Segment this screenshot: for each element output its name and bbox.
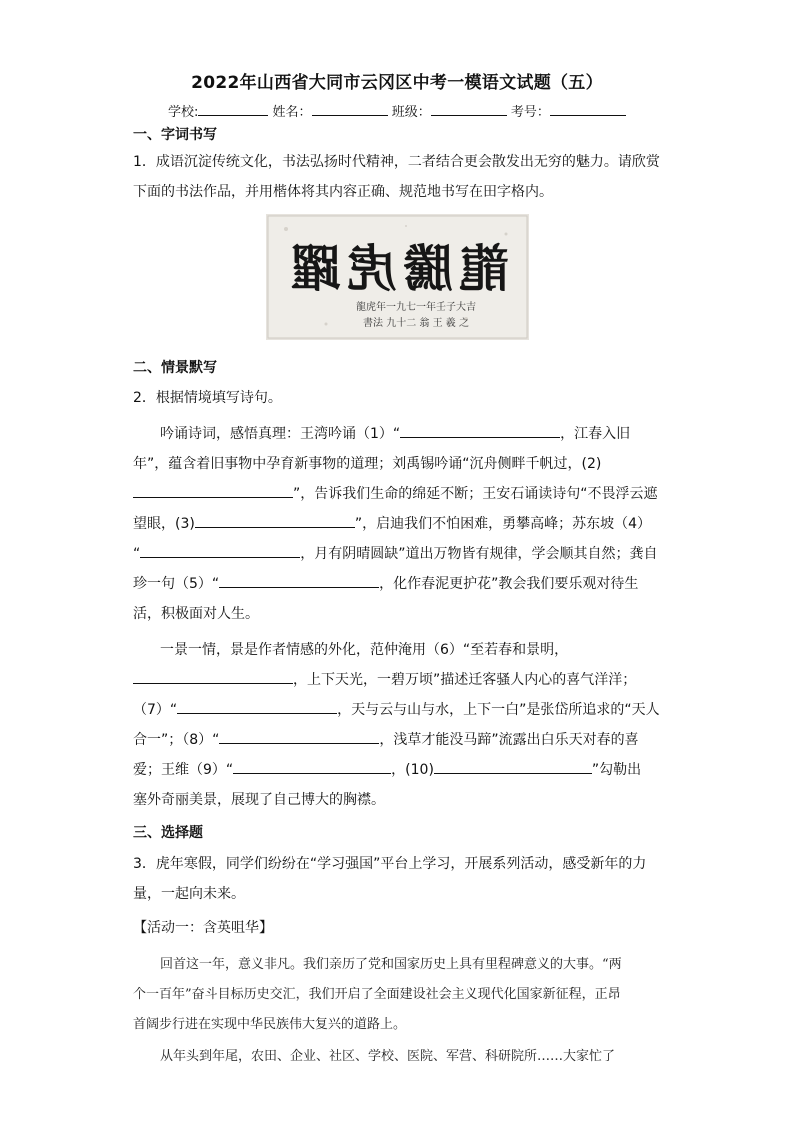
calligraphy-main-text: 龍騰虎躍 (285, 239, 509, 298)
blank-5[interactable] (219, 575, 379, 588)
para1-line1 (160, 423, 630, 443)
para1-line4-a: 望眼，(3) (133, 516, 195, 532)
q1-text-line1: 1．成语沉淀传统文化，书法弘扬时代精神，二者结合更会散发出无穷的魅力。请欣赏 (133, 154, 660, 170)
para2-line5-c: ”勾勒出 (591, 762, 642, 778)
handwritten-line2: 个一百年”奋斗目标历史交汇，我们开启了全面建设社会主义现代化国家新征程，正昂 (133, 987, 621, 1002)
handwritten-line4: 从年头到年尾，农田、企业、社区、学校、医院、军营、科研院所……大家忙了 (160, 1049, 616, 1064)
para2-line2 (133, 669, 636, 689)
exam-no-blank[interactable] (550, 103, 626, 116)
exam-no-label: 考号： (510, 105, 550, 120)
para1-line2: 年”，蕴含着旧事物中孕育新事物的道理；刘禹锡吟诵“沉舟侧畔千帆过，(2) (133, 456, 602, 472)
section-heading-recite: 二、情景默写 (133, 360, 217, 376)
para2-line5-b: ，(10) (391, 762, 434, 778)
blank-6[interactable] (133, 671, 293, 684)
calligraphy-image (266, 214, 529, 340)
blank-4[interactable] (140, 545, 300, 558)
para2-line5 (133, 759, 641, 779)
page-title: 2022年山西省大同市云冈区中考一模语文试题（五） (191, 73, 603, 93)
para1-line7: 活，积极面对人生。 (133, 606, 259, 622)
para1-line3 (133, 483, 658, 503)
q3-text-line2: 量，一起向未来。 (133, 886, 245, 902)
section-heading-choice: 三、选择题 (133, 825, 203, 841)
name-label: 姓名： (272, 105, 312, 120)
para1-line6 (133, 573, 638, 593)
para1-line5 (133, 543, 658, 563)
blank-2[interactable] (133, 485, 293, 498)
para1-line3-text: ”，告诉我们生命的绵延不断；王安石诵读诗句“不畏浮云遮 (293, 486, 658, 502)
blank-7[interactable] (177, 701, 337, 714)
blank-10[interactable] (434, 761, 592, 774)
para2-line3-a: （7）“ (133, 702, 178, 718)
blank-9[interactable] (233, 761, 391, 774)
calligraphy-inscription-2: 書法 九十二 翁 王 羲 之 (363, 318, 469, 329)
para2-line3 (133, 699, 660, 719)
name-blank[interactable] (312, 103, 388, 116)
para1-line1-b: ，江春入旧 (560, 426, 631, 442)
para2-line3-b: ，天与云与山与水，上下一白”是张岱所追求的“天人 (337, 702, 660, 718)
handwritten-line3: 首阔步行进在实现中华民族伟大复兴的道路上。 (133, 1017, 407, 1032)
q2-text: 2．根据情境填写诗句。 (133, 390, 282, 406)
para2-line4 (133, 729, 639, 749)
para2-line5-a: 爱；王维（9）“ (133, 762, 234, 778)
para1-line1-a: 吟诵诗词，感悟真理：王湾吟诵（1）“ (160, 426, 401, 442)
calligraphy-inscription-1: 龍虎年一九七一年壬子大吉 (356, 302, 476, 313)
para2-line1: 一景一情，景是作者情感的外化，范仲淹用（6）“至若春和景明， (160, 642, 569, 658)
para1-line5-b: ，月有阴晴圆缺”道出万物皆有规律，学会顺其自然；龚自 (300, 546, 658, 562)
blank-3[interactable] (195, 515, 355, 528)
handwritten-line1: 回首这一年，意义非凡。我们亲历了党和国家历史上具有里程碑意义的大事。“两 (160, 957, 622, 972)
para2-line6: 塞外奇丽美景，展现了自己博大的胸襟。 (133, 792, 385, 808)
school-blank[interactable] (198, 103, 268, 116)
para2-line4-a: 合一”；（8）“ (133, 732, 220, 748)
activity-heading: 【活动一：含英咀华】 (133, 920, 273, 936)
blank-1[interactable] (400, 425, 560, 438)
section-heading-words: 一、字词书写 (133, 127, 217, 143)
class-blank[interactable] (431, 103, 507, 116)
para1-line5-a: “ (133, 546, 141, 562)
para1-line4-b: ”，启迪我们不怕困难，勇攀高峰；苏东坡（4） (354, 516, 652, 532)
para1-line6-b: ，化作春泥更护花”教会我们要乐观对待生 (379, 576, 639, 592)
class-label: 班级： (391, 105, 431, 120)
student-info-line (168, 101, 626, 120)
q3-text-line1: 3．虎年寒假，同学们纷纷在“学习强国”平台上学习，开展系列活动，感受新年的力 (133, 856, 647, 872)
para2-line2-text: ，上下天光，一碧万顷”描述迁客骚人内心的喜气洋洋； (293, 672, 637, 688)
para1-line4 (133, 513, 651, 533)
blank-8[interactable] (219, 731, 379, 744)
para1-line6-a: 珍一句（5）“ (133, 576, 220, 592)
para2-line4-b: ，浅草才能没马蹄”流露出白乐天对春的喜 (379, 732, 639, 748)
q1-text-line2: 下面的书法作品，并用楷体将其内容正确、规范地书写在田字格内。 (133, 184, 553, 200)
school-label: 学校: (168, 105, 199, 120)
